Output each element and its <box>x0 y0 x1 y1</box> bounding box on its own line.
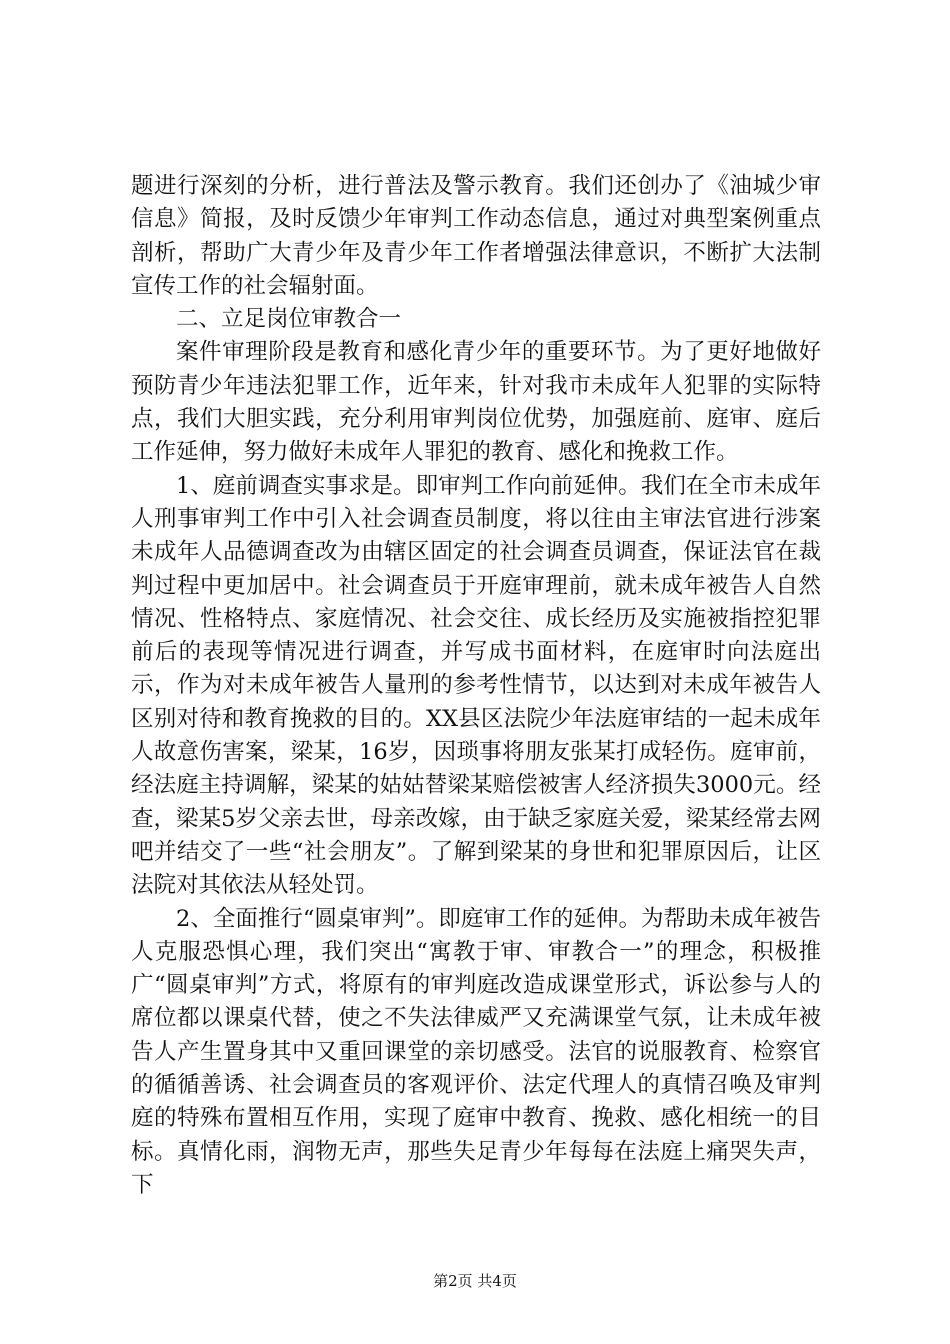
paragraph-pretrial-investigation: 1、庭前调查实事求是。即审判工作向前延伸。我们在全市未成年人刑事审判工作中引入社会调查员制度，将以往由主审法官进行涉案未成年人品德调查改为由辖区固定的社会调查员调查，保证法官在裁判过程中更加居中。社会调查员于开庭审理前，就未成年被告人自然情况、性格特点、家庭情况、社会交往、成长经历及实施被指控犯罪前后的表现等情况进行调查，并写成书面材料，在庭审时向法庭出示，作为对未成年被告人量刑的参考性情节，以达到对未成年被告人区别对待和教育挽救的目的。XX县区法院少年法庭审结的一起未成年人故意伤害案，梁某，16岁，因琐事将朋友张某打成轻伤。庭审前，经法庭主持调解，梁某的姑姑替梁某赔偿被害人经济损失3000元。经查，梁某5岁父亲去世，母亲改嫁，由于缺乏家庭关爱，梁某经常去网吧并结交了一些“社会朋友”。了解到梁某的身世和犯罪原因后，让区法院对其依法从轻处罚。 <box>131 472 821 899</box>
page-number-footer: 第2页 共4页 <box>433 1272 517 1290</box>
paragraph-trial-stage: 案件审理阶段是教育和感化青少年的重要环节。为了更好地做好预防青少年违法犯罪工作，近年来，针对我市未成年人犯罪的实际特点，我们大胆实践，充分利用审判岗位优势，加强庭前、庭审、庭后工作延伸，努力做好未成年人罪犯的教育、感化和挽救工作。 <box>131 339 821 466</box>
document-body <box>131 170 821 1202</box>
paragraph-round-table-trial: 2、全面推行“圆桌审判”。即庭审工作的延伸。为帮助未成年被告人克服恐惧心理，我们突出“寓教于审、审教合一”的理念，积极推广“圆桌审判”方式，将原有的审判庭改造成课堂形式，诉讼参与人的席位都以课桌代替，使之不失法律威严又充满课堂气氛，让未成年被告人产生置身其中又重回课堂的亲切感受。法官的说服教育、检察官的循循善诱、社会调查员的客观评价、法定代理人的真情召唤及审判庭的特殊布置相互作用，实现了庭审中教育、挽救、感化相统一的目标。真情化雨，润物无声，那些失足青少年每每在法庭上痛哭失声，下 <box>131 905 821 1198</box>
paragraph-continuation: 题进行深刻的分析，进行普法及警示教育。我们还创办了《油城少审信息》简报，及时反馈少年审判工作动态信息，通过对典型案例重点剖析，帮助广大青少年及青少年工作者增强法律意识，不断扩大法制宣传工作的社会辐射面。 <box>131 173 821 299</box>
section-heading: 二、立足岗位审教合一 <box>176 306 402 333</box>
